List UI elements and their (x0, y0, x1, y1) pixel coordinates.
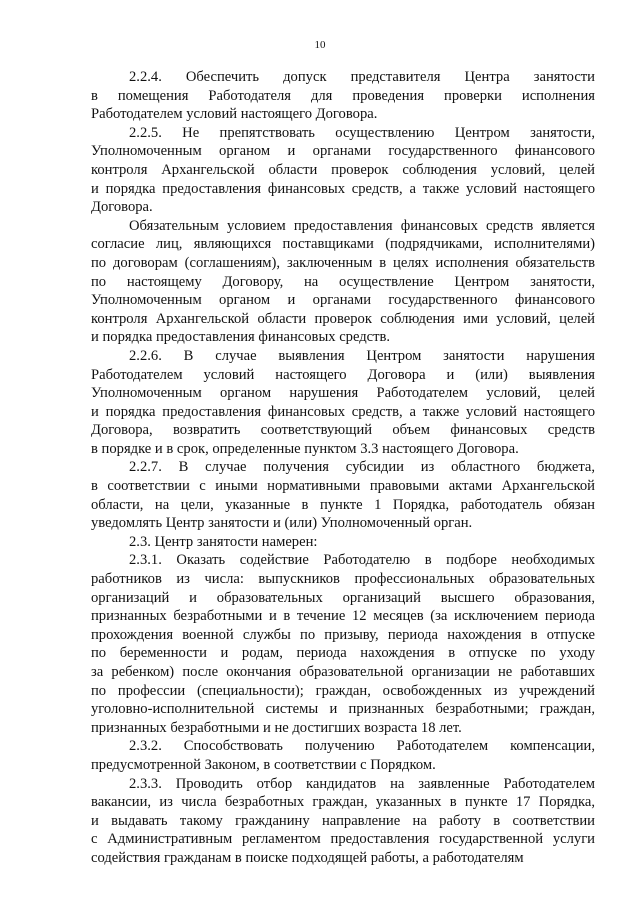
paragraph-p-2-3-1 (91, 551, 595, 737)
text-line: Работодателем условий настоящего Договора. (91, 106, 378, 123)
document-body (91, 68, 595, 868)
text-line: в соответствии с иными нормативными правовыми актами Архангельской (91, 478, 595, 495)
text-line: 2.2.5. Не препятствовать осуществлению Центром занятости, (129, 124, 595, 141)
text-line: 2.3.1. Оказать содействие Работодателю в подборе необходимых (129, 552, 595, 569)
text-line: по беременности и родам, периода нахождения в отпуске по уходу (91, 645, 595, 662)
text-line: по настоящему Договору, на осуществление Центром занятости, (91, 273, 595, 290)
text-line: контроля Архангельской области проверок соблюдения ими условий, целей (91, 310, 595, 327)
text-line: и выдавать такому гражданину направление на работу в соответствии (91, 812, 595, 829)
text-line: с Административным регламентом предоставления государственной услуги (91, 831, 595, 848)
text-line: предусмотренной Законом, в соответствии с Порядком. (91, 756, 436, 773)
text-line: 2.3.2. Способствовать получению Работодателем компенсации, (129, 738, 595, 755)
text-line: области, на цели, указанные в пункте 1 Порядка, работодатель обязан (91, 496, 595, 513)
text-line: в помещения Работодателя для проведения проверки исполнения (91, 87, 595, 104)
paragraph-p-2-3-2 (91, 737, 595, 774)
text-line: 2.2.4. Обеспечить допуск представителя Центра занятости (129, 69, 595, 85)
text-line: признанных безработными и в течение 12 месяцев (за исключением периода (91, 608, 595, 625)
text-line: согласие лиц, являющихся поставщиками (подрядчиками, исполнителями) (91, 236, 595, 253)
paragraph-p-2-2-4 (91, 68, 595, 124)
text-line: Работодателем условий настоящего Договора и (или) выявления (91, 366, 595, 383)
text-line: уведомлять Центр занятости и (или) Уполномоченный орган. (91, 515, 473, 532)
text-line: Уполномоченным органом и органами государственного финансового (91, 143, 595, 160)
text-line: 2.3. Центр занятости намерен: (129, 533, 318, 550)
paragraph-p-2-3-3 (91, 775, 595, 868)
paragraph-p-2-2-5 (91, 124, 595, 217)
text-line: и порядка предоставления финансовых средств. (91, 329, 391, 346)
page-number: 10 (314, 39, 326, 51)
text-line: признанных безработными и не достигших возраста 18 лет. (91, 719, 462, 736)
text-line: и порядка предоставления финансовых средств, а также условий настоящего (91, 403, 595, 420)
text-line: 2.2.7. В случае получения субсидии из областного бюджета, (129, 459, 595, 476)
text-line: Уполномоченным органом нарушения Работодателем условий, целей (91, 385, 595, 402)
text-line: вакансии, из числа безработных граждан, указанных в пункте 17 Порядка, (91, 794, 595, 811)
text-line: контроля Архангельской области проверок соблюдения условий, целей (91, 161, 595, 178)
text-line: организаций и образовательных организаций высшего образования, (91, 589, 595, 606)
text-line: Договора, возвратить соответствующий объем финансовых средств (91, 422, 595, 439)
paragraph-p-condition (91, 217, 595, 347)
text-line: Уполномоченным органом и органами государственного финансового (91, 292, 595, 309)
text-line: уголовно-исполнительной системы и признанных безработными; граждан, (91, 701, 595, 718)
paragraph-p-2-2-7 (91, 458, 595, 532)
text-line: за ребенком) после окончания образовательной организации не работавших (91, 664, 595, 680)
text-line: прохождения военной службы по призыву, периода нахождения в отпуске (91, 626, 595, 643)
text-line: в порядке и в срок, определенные пунктом 3.3 настоящего Договора. (91, 440, 519, 457)
text-line: 2.2.6. В случае выявления Центром занятости нарушения (129, 347, 595, 364)
text-line: Обязательным условием предоставления финансовых средств является (129, 217, 595, 234)
text-line: Договора. (91, 199, 153, 216)
text-line: работников из числа: выпускников профессиональных образовательных (91, 571, 595, 588)
paragraph-p-2-3 (91, 533, 595, 552)
text-line: по договорам (соглашениям), заключенным в целях исполнения обязательств (91, 254, 595, 271)
paragraph-p-2-2-6 (91, 347, 595, 459)
text-line: по профессии (специальности); граждан, освобожденных из учреждений (91, 682, 595, 699)
text-line: 2.3.3. Проводить отбор кандидатов на заявленные Работодателем (129, 775, 595, 792)
text-line: содействия гражданам в поиске подходящей работы, а работодателям (91, 849, 524, 866)
text-line: и порядка предоставления финансовых средств, а также условий настоящего (91, 180, 595, 197)
